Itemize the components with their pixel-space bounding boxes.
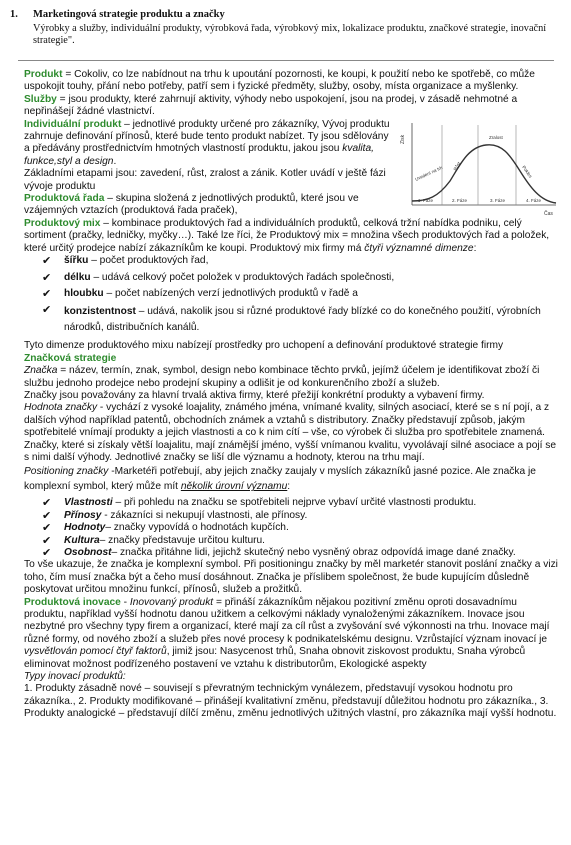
list-item-meaning-level [42, 497, 562, 509]
dimension-term: šířku [64, 255, 89, 267]
list-item-dimension [42, 304, 562, 336]
text-mix-a: – kombinace produktových řad a individuálních produktů, celková tržní nabídka podniku, celý sortiment (pračky, ledničky, myčky…). Také lze říci, že Produktový mix = množina všech produktových řad a položek, které určitý prodejce nabízí zákazníkům ke koupi. Produktový mix firmy má [24, 217, 550, 254]
term-individual: Individuální produkt [24, 118, 122, 130]
level-text: – značka přitáhne lidi, jejichž skutečný nebo vysněný obraz odpovídá image dané značky. [111, 547, 516, 558]
text-individual-a: – jednotlivé produkty určené pro zákazníky, Vývoj produktu zahrnuje definování přínosů, které bude tento produkt nabízet. Ty jsou sdělovány a předávány prostřednictvím hmotných vlastností produktu, jakou jsou [24, 118, 390, 155]
term-brand: Značka [24, 365, 58, 377]
heading-brand-strategy: Značková strategie [24, 352, 117, 364]
header-divider [18, 60, 554, 61]
dimension-text: – počet produktových řad, [88, 255, 209, 267]
text-rada: – skupina složená z jednotlivých produktů, které jsou ve vzájemných vztazích (produktová řada praček), [24, 193, 359, 217]
list-item-dimension [42, 255, 562, 267]
paragraph-brand-positioning [24, 464, 562, 494]
text-mix-em: čtyři významné dimenze [364, 242, 474, 254]
text-positioning-end: : [287, 481, 291, 493]
text-innovation-dash: - [120, 596, 130, 608]
dimension-text: – udává celkový počet položek v produktových řadách společnosti, [90, 271, 395, 283]
stage-label-intro: Uvedení na trh [414, 164, 444, 182]
term-innovated-product: Inovovaný produkt [129, 596, 214, 608]
product-lifecycle-figure [398, 119, 560, 229]
paragraph-rada [24, 193, 394, 218]
phase-label-3: 3. Fáze [490, 197, 506, 203]
list-item-meaning-level [42, 535, 562, 547]
term-produkt: Produkt [24, 69, 63, 80]
level-text: – značky vypovídá o hodnotách kupčích. [105, 522, 289, 534]
term-brand-value: Hodnota značky [24, 402, 98, 414]
paragraph-innovation [24, 597, 562, 671]
list-item-meaning-level [42, 547, 562, 559]
text-brand-definition: = název, termín, znak, symbol, design nebo kombinace těchto prvků, jejímž účelem je identifikovat zboží či službu jednoho prodejce nebo prodejní skupiny a odlišit je od konkurenčního zboží a služeb. [24, 365, 540, 389]
stage-label-decline: Pokles [521, 164, 534, 179]
dimension-term: hloubku [64, 287, 104, 299]
level-term: Osobnost [64, 547, 112, 558]
text-mix-c: : [473, 242, 477, 254]
text-produkt: = Cokoliv, co lze nabídnout na trhu k upoutání pozornosti, ke koupi, k použití nebo ke spotřebě, co může uspokojit touhy, přání nebo potřeby, patří sem i fyzické předměty, služby, osoby, místa organizace a myšlenky. [24, 69, 535, 93]
level-term: Kultura [64, 534, 100, 546]
paragraph-dimensions-note: Tyto dimenze produktového mixu nabízejí prostředky pro uchopení a definování produktové strategie firmy [24, 340, 504, 352]
stage-label-maturity: Zralost [489, 134, 503, 140]
x-axis-label: Čas [544, 210, 553, 217]
paragraph-produkt [24, 69, 562, 94]
stage-label-growth: Růst [452, 160, 462, 172]
text-innovation-2: , jimiž jsou: Nasycenost trhů, Snaha obnovit ziskovost produktu, Snaha výrobců eliminovat možnost podřízeného postavení ve vztahu k distributorům, Ekologické aspekty [24, 646, 526, 670]
individual-product-text [24, 119, 394, 218]
dimension-text: – udává, nakolik jsou si různé produktové řady blízké co do konečného použití, výrobních národků, distribučních kanálů. [64, 306, 541, 334]
text-positioning-em: několik úrovní významu [180, 481, 288, 493]
list-item-dimension [42, 288, 562, 300]
level-text: – při pohledu na značku se spotřebiteli nejprve vybaví určité vlastnosti produktu. [112, 497, 477, 509]
check-icon: ✔ [42, 497, 52, 510]
paragraph-brand-assets: Značky jsou považovány za hlavní trvalá aktiva firmy, které přežijí konkrétní produkty a vybavení firmy. [24, 389, 485, 401]
level-term: Vlastnosti [64, 497, 113, 509]
level-text: - zákazníci si nekupují vlastnosti, ale přínosy. [101, 509, 308, 521]
individual-product-block [24, 119, 562, 218]
section-title: Marketingová strategie produktu a značky [33, 9, 225, 20]
term-rada: Produktová řada [24, 193, 105, 205]
list-item-meaning-level [42, 522, 562, 534]
check-icon: ✔ [42, 304, 52, 317]
check-icon: ✔ [42, 255, 52, 268]
phase-label-4: 4. Fáze [526, 197, 542, 203]
text-individual-em: kvalita, funkce,styl a design [24, 143, 374, 167]
text-innovation: = přináší zákazníkům nějakou pozitivní změnu oproti dosavadnímu produktu, například vyšší hodnotu danou užitkem a celkovými náklady vynaloženými zákazníkem. Inovace jsou nezbytné pro všechny typy firem a organizací, které mají za cíl růst a zvyšování své výkonnosti na trhu. Inovace mají různé formy, od nového zboží a služeb přes nové procesy k podnikatelskému designu. Vzrůstající význam inovací je [24, 596, 550, 645]
document-body [24, 69, 562, 721]
text-individual-c: . [113, 155, 117, 167]
dimension-term: délku [64, 271, 91, 283]
section-number: 1. [10, 9, 18, 20]
list-item-dimension [42, 272, 562, 284]
paragraph-levels-note: To vše ukazuje, že značka je komplexní symbol. Při positioningu značky by měl marketér stanovit poslání značky a vizi toho, čím musí značka být a čeho musí dosáhnout. Značka je příslibem společnost, že bude kupujícím důsledně poskytovat určitou množinu funkcí, přínosů, služeb a prožitků. [24, 559, 558, 596]
level-text: – značky představuje určitou kulturu. [99, 534, 266, 546]
check-icon: ✔ [42, 547, 52, 559]
text-positioning: -Marketéři potřebují, aby jejich značky zaujaly v myslích zákazníků jasné pozice. Ale značka je komplexní symbol, který může mít [24, 466, 536, 493]
paragraph-sluzby [24, 94, 562, 119]
paragraph-brand-value [24, 402, 562, 464]
level-term: Přínosy [64, 509, 102, 521]
term-positioning: Positioning značky [24, 466, 109, 478]
text-sluzby: = jsou produkty, které zahrnují aktivity, výhody nebo uspokojení, jsou na prodej, v zásadě nehmotné a nepřinášejí žádné vlastnictví. [24, 93, 518, 118]
phase-label-2: 2. Fáze [452, 197, 468, 203]
term-mix: Produktový mix [24, 217, 101, 229]
text-innovation-em: vysvětlován pomocí čtyř faktorů [24, 646, 167, 658]
level-term: Hodnoty [64, 522, 106, 534]
paragraph-innovation-types: 1. Produkty zásadně nové – souvisejí s převratným technickým vynálezem, představují vysokou hodnotu pro zákazníka., 2. Produkty modifikované – přinášejí kvalitativní změnu, představují důležitou hodnotu pro zákazníka., 3. Produkty analogické – představují dílčí změnu, změnu jednotlivých užitných vlastní, pro zákazníka mají vyšší hodnotu. [24, 683, 557, 720]
paragraph-stages: Základními etapami jsou: zavedení, růst, zralost a zánik. Kotler uvádí v ještě fázi vývoje produktu [24, 168, 386, 192]
term-sluzby: Služby [24, 93, 57, 105]
dimension-term: konzistentnost [64, 306, 136, 318]
check-icon: ✔ [42, 509, 52, 522]
paragraph-individual [24, 119, 394, 169]
dimension-text: – počet nabízených verzí jednotlivých produktů v řadě a [103, 287, 358, 299]
list-item-meaning-level [42, 510, 562, 522]
y-axis-label: Zisk [400, 134, 406, 144]
section-subtitle: Výrobky a služby, individuální produkty, výrobková řada, výrobkový mix, lokalizace produktu, značkové strategie, inovační strategie". [33, 23, 547, 46]
paragraph-brand-definition [24, 365, 562, 390]
innovation-types-heading: Typy inovací produktů: [24, 671, 126, 683]
phase-label-1: 1. Fáze [418, 197, 434, 203]
check-icon: ✔ [42, 522, 52, 535]
check-icon: ✔ [42, 534, 52, 547]
heading-innovation-types [24, 671, 562, 683]
check-icon: ✔ [42, 271, 52, 284]
term-innovation: Produktová inovace [24, 596, 121, 608]
check-icon: ✔ [42, 287, 52, 300]
text-brand-value: - vychází z vysoké loajality, známého jména, vnímané kvality, silných asociací, které se s ní pojí, a z dalších výhod například patentů, obchodních známek a vztahů s distributory. Značky představují způsob, jakým spotřebitelé vnímají produkty a jejich vlastnosti a co k nim cítí – vše, co výrobek či služba pro spotřebitele znamená. Značky, které si získaly větší loajalitu, mají známější jméno, vyšší vnímanou kvalitu, vyvolávají silné asociace a pojí se s nimi další výhody. Jednotlivé značky se liší dle významu a hodnoty, kterou na trhu mají. [24, 402, 557, 463]
